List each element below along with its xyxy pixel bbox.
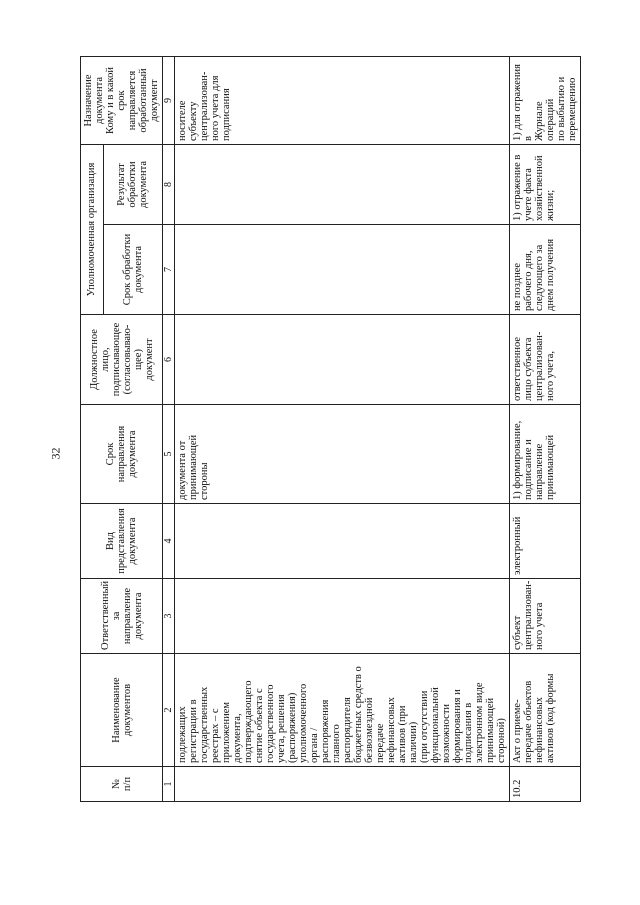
colnum-7: 7 [163, 225, 175, 315]
header-official: Должностное лицо, подписывающее (согласовываю- щее) документ [81, 315, 163, 405]
document-table [80, 56, 581, 802]
header-purpose: Назначение документа Кому и в какой срок направляется обработанный документ [81, 57, 163, 145]
row-name: Акт о приеме- передаче объектов нефинансовых активов (код формы [510, 654, 581, 767]
row-processing-deadline [175, 225, 510, 315]
header-deadline: Срок направления документа [81, 405, 163, 504]
row-num: 10.2 [510, 767, 581, 802]
row-deadline: документа от принимающей стороны [175, 405, 510, 504]
header-organization: Уполномоченная организация [81, 145, 104, 315]
header-name: Наименование документов [81, 654, 163, 767]
header-num: № п/п [81, 767, 163, 802]
row-processing-deadline: не позднее рабочего дня, следующего за днем получения [510, 225, 581, 315]
row-result [175, 145, 510, 225]
colnum-1: 1 [163, 767, 175, 802]
rotated-table-container [80, 57, 578, 802]
row-deadline: 1) формирование, подписание и направление принимающей [510, 405, 581, 504]
header-result: Результат обработки документа [103, 145, 162, 225]
colnum-6: 6 [163, 315, 175, 405]
page-number: 32 [48, 447, 63, 460]
header-form: Вид представления документа [81, 504, 163, 579]
colnum-9: 9 [163, 57, 175, 145]
row-form [175, 504, 510, 579]
row-form: электронный [510, 504, 581, 579]
row-purpose: 1) для отражения в Журнале операций по выбытию и перемещению [510, 57, 581, 145]
table-row [175, 57, 510, 802]
colnum-2: 2 [163, 654, 175, 767]
row-name: подлежащих регистрации в государственных реестрах – с приложением документа, подтверждающего снятие объекта с государственного учета, решения (распоряжения) уполномоченного органа / распоряжения главного распорядителя бюджетных средств о безвозмездной передаче нефинансовых активов (при наличии) (при отсутствии функциональной возможности формирования и подписания в электронном виде принимающей стороной) [175, 654, 510, 767]
table-row [510, 57, 581, 802]
row-official [175, 315, 510, 405]
colnum-8: 8 [163, 145, 175, 225]
row-result: 1) отражение в учете факта хозяйственной жизни; [510, 145, 581, 225]
header-responsible: Ответственный за направление документа [81, 579, 163, 654]
colnum-4: 4 [163, 504, 175, 579]
colnum-5: 5 [163, 405, 175, 504]
header-processing-deadline: Срок обработки документа [103, 225, 162, 315]
colnum-3: 3 [163, 579, 175, 654]
row-responsible [175, 579, 510, 654]
row-num [175, 767, 510, 802]
row-official: ответственное лицо субъекта централизован- ного учета, [510, 315, 581, 405]
row-purpose: носителе субъекту централизован- ного учета для подписания [175, 57, 510, 145]
row-responsible: субъект централизован- ного учета [510, 579, 581, 654]
